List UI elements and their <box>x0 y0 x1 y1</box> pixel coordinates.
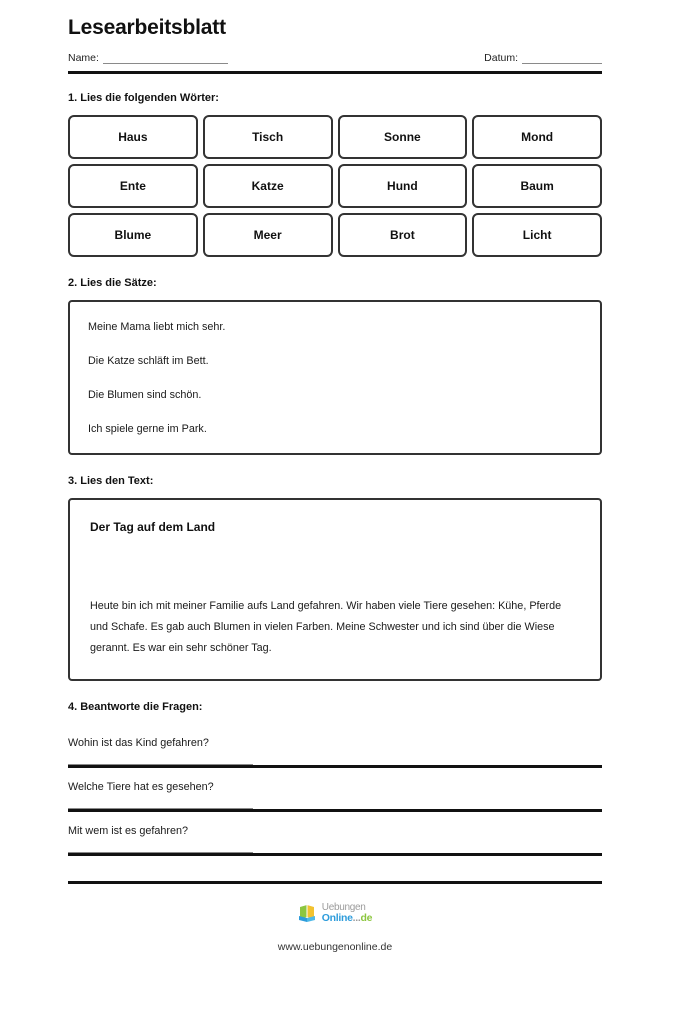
sentence-item: Meine Mama liebt mich sehr. <box>88 321 226 333</box>
sentences-box <box>68 300 602 455</box>
worksheet-page <box>68 0 602 953</box>
reading-text-title: Der Tag auf dem Land <box>90 519 216 534</box>
question-text: Welche Tiere hat es gesehen? <box>68 780 214 793</box>
word-box[interactable]: Sonne <box>338 115 468 159</box>
answer-input-line[interactable] <box>68 749 253 765</box>
date-label: Datum: <box>484 52 518 64</box>
question-text: Mit wem ist es gefahren? <box>68 824 189 837</box>
page-title: Lesearbeitsblatt <box>68 16 226 39</box>
answer-input-line[interactable] <box>68 793 253 809</box>
logo-de-text: de <box>360 911 373 924</box>
name-date-row <box>68 52 602 64</box>
date-input-line[interactable] <box>522 54 602 64</box>
sentence-item: Die Blumen sind schön. <box>88 388 202 401</box>
name-label: Name: <box>68 52 99 64</box>
word-box[interactable]: Tisch <box>203 115 333 159</box>
name-field[interactable] <box>68 52 228 64</box>
word-box[interactable]: Baum <box>472 164 602 208</box>
questions-list <box>68 724 602 884</box>
word-box[interactable]: Blume <box>68 213 198 257</box>
word-grid <box>68 115 602 257</box>
answer-divider <box>68 853 602 856</box>
open-book-icon <box>298 903 320 923</box>
word-box[interactable]: Katze <box>203 164 333 208</box>
site-logo <box>298 903 372 924</box>
word-box[interactable]: Hund <box>338 164 468 208</box>
section-3-heading: 3. Lies den Text: <box>68 474 154 487</box>
reading-text-body: Heute bin ich mit meiner Familie aufs Land gefahren. Wir haben viele Tiere gesehen: Kühe, Pferde und Schafe. Es gab auch Blumen in vielen Farben. Meine Schwester und ich sind über die Wiese gerannt. Es war ein sehr schöner Tag. <box>90 599 562 654</box>
word-box[interactable]: Brot <box>338 213 468 257</box>
logo-line-online <box>322 913 372 924</box>
sentence-item: Ich spiele gerne im Park. <box>88 422 207 435</box>
section-1-heading: 1. Lies die folgenden Wörter: <box>68 92 219 104</box>
word-box[interactable]: Meer <box>203 213 333 257</box>
footer-url: www.uebungenonline.de <box>277 941 393 954</box>
reading-text-box <box>68 498 602 681</box>
answer-divider-extra <box>68 881 602 884</box>
word-box[interactable]: Mond <box>472 115 602 159</box>
word-box[interactable]: Licht <box>472 213 602 257</box>
logo-dots-text: ... <box>352 911 361 924</box>
sentence-item: Die Katze schläft im Bett. <box>88 354 209 367</box>
word-box[interactable]: Haus <box>68 115 198 159</box>
footer <box>68 903 602 953</box>
section-2-heading: 2. Lies die Sätze: <box>68 277 157 289</box>
question-text: Wohin ist das Kind gefahren? <box>68 736 209 749</box>
logo-line-uebungen: Uebungen <box>321 901 366 913</box>
logo-online-text: Online <box>321 911 353 924</box>
date-field[interactable] <box>484 52 602 64</box>
word-box[interactable]: Ente <box>68 164 198 208</box>
name-input-line[interactable] <box>103 54 228 64</box>
logo-wordmark <box>322 903 372 924</box>
answer-input-line[interactable] <box>68 837 253 853</box>
section-4-heading: 4. Beantworte die Fragen: <box>68 700 203 713</box>
